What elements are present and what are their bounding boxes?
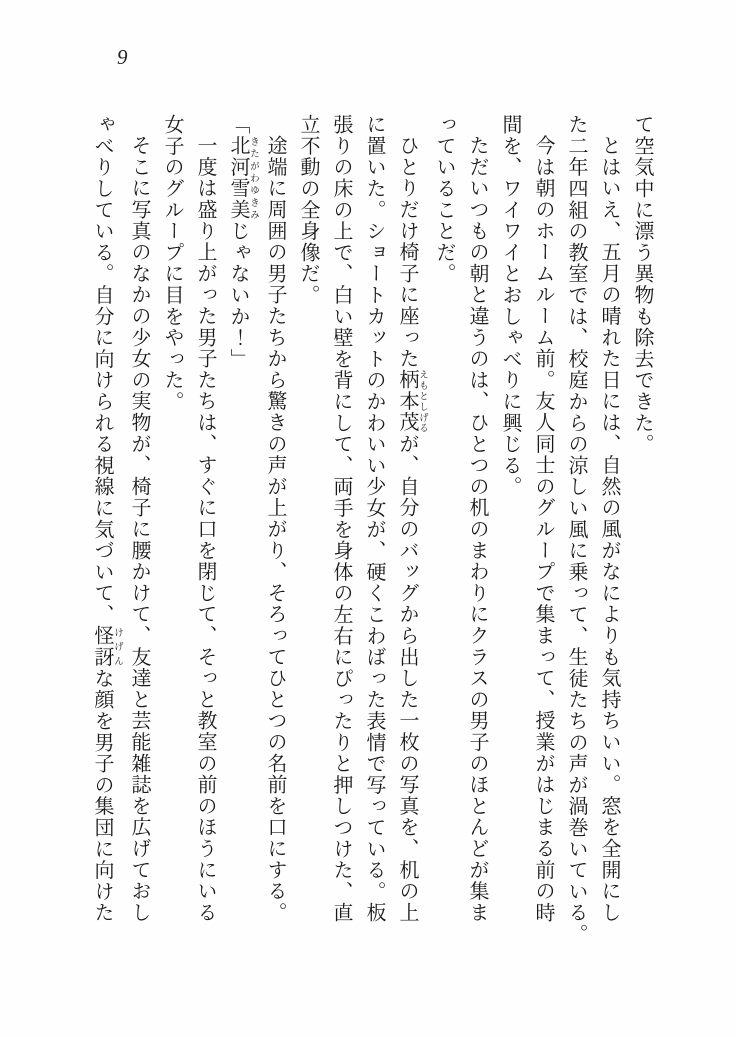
furigana-text: けげん [112, 625, 122, 668]
text-column: 立不動の全身像だ。 [297, 114, 319, 306]
text-column: 「北河雪美 きたがわゆきみじゃないか！」 [227, 114, 258, 370]
text-column: ゃべりしている。自分に向けられる視線に気づいて、怪訝 けげんな顔を男子の集団に向けた [91, 114, 122, 924]
furigana-text: えもとしげる [417, 369, 427, 434]
text-column: た二年四組の教室では、校庭からの涼しい風に乗って、生徒たちの声が渦巻いている。 [565, 114, 587, 945]
text-block [85, 114, 658, 945]
text-column: 一度は盛り上がった男子たちは、すぐに口を閉じて、そっと教室の前のほうにいる [194, 135, 216, 924]
text-column: に置いた。ショートカットのかわいい少女が、硬くこわばった表情で写っている。板 [363, 114, 385, 924]
text-column: ただいつもの朝と違うのは、ひとつの机のまわりにクラスの男子のほとんどが集ま [466, 135, 488, 924]
furigana-ruby: 怪訝 けげん [91, 625, 122, 668]
text-column: 途端に周囲の男子たちから驚きの声が上がり、そろってひとつの名前を口にする。 [264, 135, 286, 924]
text-column: 張りの床の上で、白い壁を背にして、両手を身体の左右にぴったりと押しつけた、直 [330, 114, 352, 924]
text-column: て空気中に漂う異物も除去できた。 [631, 114, 653, 455]
text-column: っていることだ。 [433, 114, 455, 285]
text-column: ひとりだけ椅子に座った柄本茂 えもとしげるが、自分のバッグから出した一枚の写真を、机の上 [396, 135, 427, 924]
page-number: 9 [117, 45, 128, 69]
text-column: 女子のグループに目をやった。 [161, 114, 183, 413]
furigana-ruby: 北河雪美 きたがわゆきみ [227, 135, 258, 221]
text-column: とはいえ、五月の晴れた日には、自然の風がなによりも気持ちいい。窓を全開にし [598, 135, 620, 924]
furigana-ruby: 柄本茂 えもとしげる [396, 369, 427, 434]
text-column: そこに写真のなかの少女の実物が、椅子に腰かけて、友達と芸能雑誌を広げておし [128, 135, 150, 924]
furigana-text: きたがわゆきみ [248, 135, 258, 221]
text-column: 今は朝のホームルーム前。友人同士のグループで集まって、授業がはじまる前の時 [532, 135, 554, 924]
text-column: 間を、ワイワイとおしゃべりに興じる。 [499, 114, 521, 498]
